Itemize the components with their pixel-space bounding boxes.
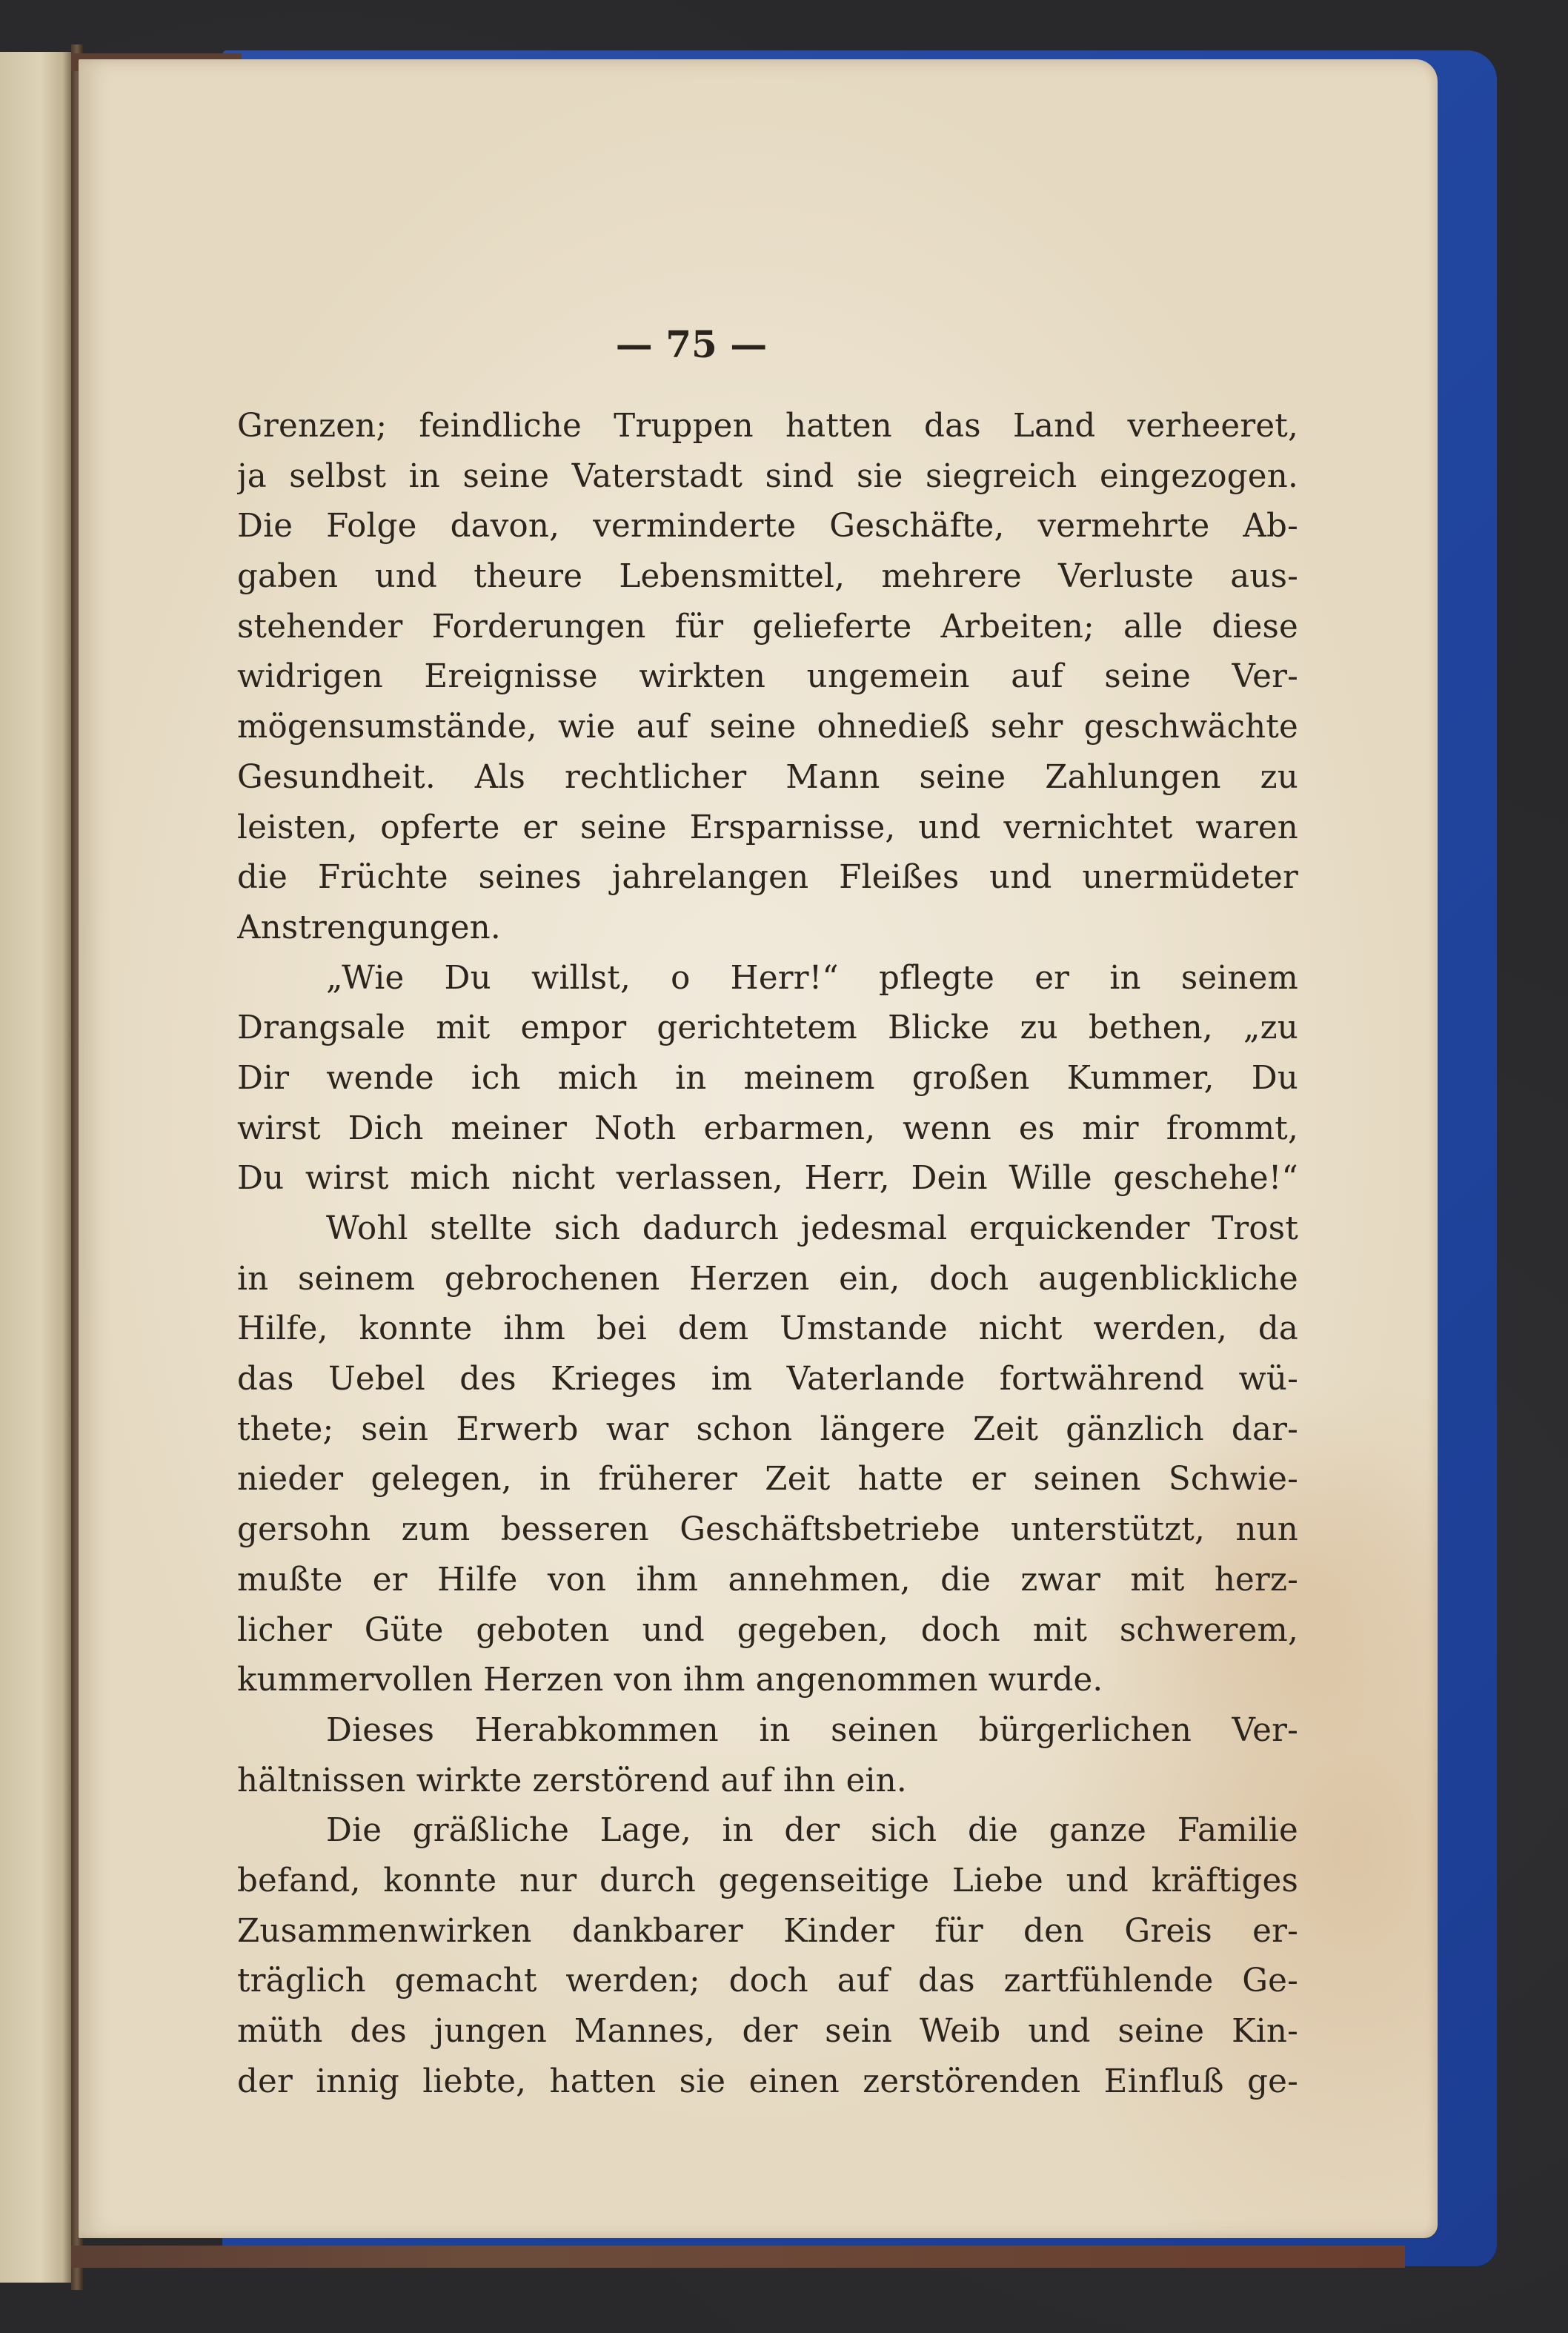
text-line: Die Folge davon, verminderte Geschäfte, vermehrte Ab-	[237, 508, 1298, 545]
text-line: Wohl stellte sich dadurch jedesmal erquickender Trost	[326, 1210, 1298, 1247]
text-line: ja selbst in seine Vaterstadt sind sie siegreich eingezogen.	[237, 457, 1298, 495]
text-line: der innig liebte, hatten sie einen zerstörenden Einfluß ge-	[237, 2062, 1298, 2100]
text-line: Die gräßliche Lage, in der sich die ganze Familie	[326, 1812, 1298, 1850]
book-page	[79, 59, 1438, 2238]
text-line: Du wirst mich nicht verlassen, Herr, Dein Wille geschehe!“	[237, 1160, 1298, 1198]
text-line: licher Güte geboten und gegeben, doch mit schwerem,	[237, 1611, 1298, 1649]
text-line: mögensumstände, wie auf seine ohnedieß sehr geschwächte	[237, 708, 1298, 746]
text-line: Grenzen; feindliche Truppen hatten das Land verheeret,	[237, 408, 1298, 445]
text-line: Hilfe, konnte ihm bei dem Umstande nicht werden, da	[237, 1310, 1298, 1348]
text-line: hältnissen wirkte zerstörend auf ihn ein.	[237, 1762, 907, 1799]
text-line: gaben und theure Lebensmittel, mehrere Verluste aus-	[237, 558, 1298, 596]
text-line: Dieses Herabkommen in seinen bürgerlichen Ver-	[326, 1711, 1298, 1749]
text-line: Dir wende ich mich in meinem großen Kummer, Du	[237, 1059, 1298, 1097]
text-line: nieder gelegen, in früherer Zeit hatte er seinen Schwie-	[237, 1461, 1298, 1499]
text-line: stehender Forderungen für gelieferte Arbeiten; alle diese	[237, 608, 1298, 646]
text-line: wirst Dich meiner Noth erbarmen, wenn es mir frommt,	[237, 1109, 1298, 1147]
binding-edge-bottom	[71, 2246, 1405, 2268]
page-text	[237, 402, 1298, 2107]
text-line: müth des jungen Mannes, der sein Weib und seine Kin-	[237, 2013, 1298, 2050]
text-line: in seinem gebrochenen Herzen ein, doch augenblickliche	[237, 1260, 1298, 1298]
text-line: Zusammenwirken dankbarer Kinder für den Greis er-	[237, 1912, 1298, 1950]
text-line: Anstrengungen.	[237, 909, 501, 946]
text-line: kummervollen Herzen von ihm angenommen wurde.	[237, 1662, 1103, 1699]
text-line: gersohn zum besseren Geschäftsbetriebe unterstützt, nun	[237, 1511, 1298, 1549]
text-line: thete; sein Erwerb war schon längere Zeit gänzlich dar-	[237, 1410, 1298, 1448]
text-line: Gesundheit. Als rechtlicher Mann seine Zahlungen zu	[237, 758, 1298, 796]
text-line: mußte er Hilfe von ihm annehmen, die zwar mit herz-	[237, 1561, 1298, 1599]
text-line: das Uebel des Krieges im Vaterlande fortwährend wü-	[237, 1361, 1298, 1398]
text-line: träglich gemacht werden; doch auf das zartfühlende Ge-	[237, 1962, 1298, 2000]
text-line: die Früchte seines jahrelangen Fleißes und unermüdeter	[237, 859, 1298, 897]
text-line: „Wie Du willst, o Herr!“ pflegte er in seinem	[326, 959, 1298, 997]
text-line: befand, konnte nur durch gegenseitige Liebe und kräftiges	[237, 1862, 1298, 1899]
text-line: widrigen Ereignisse wirkten ungemein auf seine Ver-	[237, 658, 1298, 696]
text-line: leisten, opferte er seine Ersparnisse, und vernichtet waren	[237, 809, 1298, 846]
text-line: Drangsale mit empor gerichtetem Blicke zu bethen, „zu	[237, 1009, 1298, 1047]
page-number: — 75 —	[615, 322, 768, 366]
facing-page-edge	[0, 52, 74, 2283]
